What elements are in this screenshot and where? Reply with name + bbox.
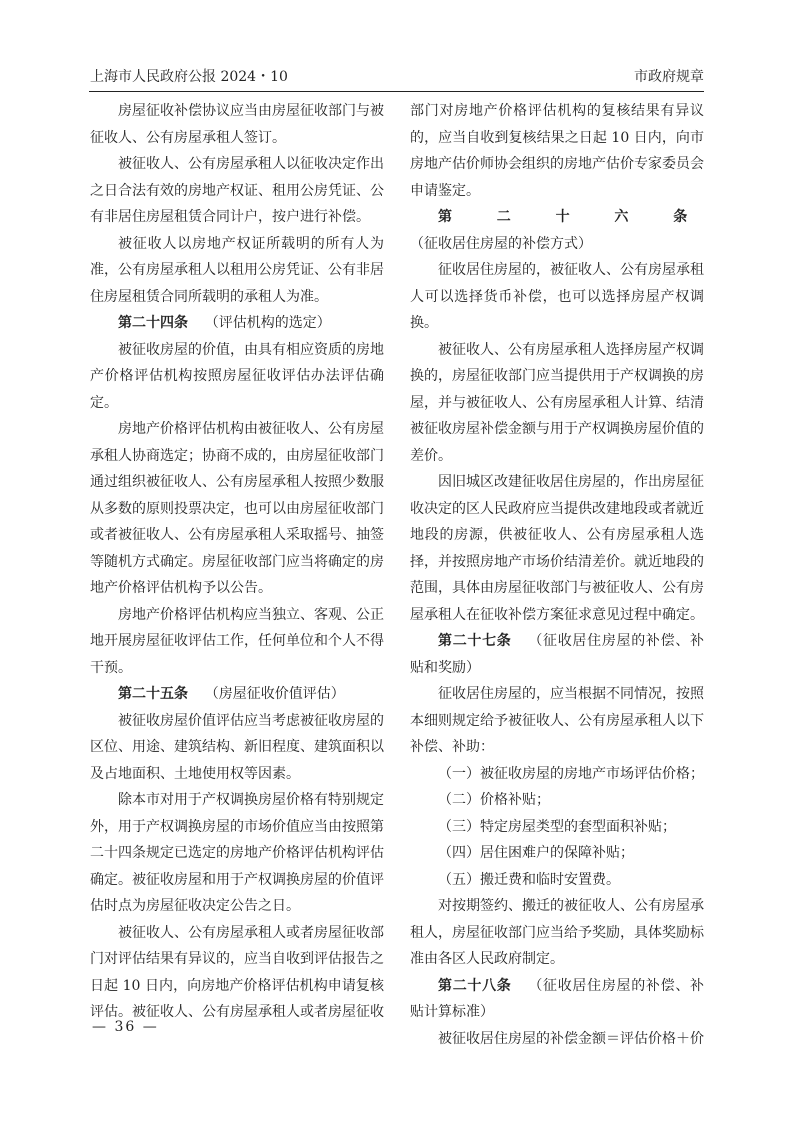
article-number: 第二十五条: [118, 686, 188, 702]
paragraph: 被征收人、公有房屋承租人选择房屋产权调换的，房屋征收部门应当提供用于产权调换的房屋，并与被征收人、公有房屋承租人计算、结清被征收房屋补偿金额与用于产权调换房屋价值的差价。: [410, 341, 704, 464]
paragraph: 部门对房地产价格评估机构的复核结果有异议的，应当自收到复核结果之日起 10 日内，向市房地产估价师协会组织的房地产估价专家委员会申请鉴定。: [410, 103, 704, 199]
paragraph: （二）价格补贴；: [438, 792, 550, 808]
article-number: 第二十七条: [438, 633, 512, 649]
article-heading: [410, 204, 704, 257]
paragraph: 房地产价格评估机构应当独立、客观、公正地开展房屋征收评估工作，任何单位和个人不得干预。: [90, 606, 384, 676]
paragraph: 征收居住房屋的，被征收人、公有房屋承租人可以选择货币补偿，也可以选择房屋产权调换。: [410, 262, 704, 331]
article-heading: [90, 681, 384, 708]
paragraph: 被征收房屋的价值，由具有相应资质的房地产价格评估机构按照房屋征收评估办法评估确定。: [90, 341, 384, 411]
paragraph: 被征收房屋价值评估应当考虑被征收房屋的区位、用途、建筑结构、新旧程度、建筑面积以及占地面积、土地使用权等因素。: [90, 712, 384, 782]
paragraph: 除本市对用于产权调换房屋价格有特别规定外，用于产权调换房屋的市场价值应当由按照第二十四条规定已选定的房地产价格评估机构评估确定。被征收房屋和用于产权调换房屋的价值评估时点为房屋征收决定公告之日。: [90, 792, 384, 914]
article-heading: [410, 973, 704, 1026]
header-rule: [89, 91, 704, 92]
paragraph: 房屋征收补偿协议应当由房屋征收部门与被征收人、公有房屋承租人签订。: [90, 103, 384, 146]
paragraph: 因旧城区改建征收居住房屋的，作出房屋征收决定的区人民政府应当提供改建地段或者就近地段的房源，供被征收人、公有房屋承租人选择，并按照房地产市场价结清差价。就近地段的范围，具体由房屋征收部门与被征收人、公有房屋承租人在征收补偿方案征求意见过程中确定。: [410, 474, 704, 623]
left-column: [90, 98, 384, 1026]
paragraph: 被征收人、公有房屋承租人以征收决定作出之日合法有效的房地产权证、租用公房凭证、公有非居住房屋租赁合同计户，按户进行补偿。: [90, 156, 384, 225]
journal-title: 上海市人民政府公报 2024・10: [90, 69, 288, 85]
article-title: （征收居住房屋的补偿、补贴和奖励）: [410, 633, 705, 676]
article-title: （征收居住房屋的补偿方式）: [410, 235, 592, 252]
article-heading: [90, 310, 384, 337]
article-heading: [410, 628, 704, 681]
article-title: （房屋征收价值评估）: [204, 686, 345, 702]
article-title: （评估机构的选定）: [204, 315, 331, 331]
paragraph: 被征收人以房地产权证所载明的所有人为准，公有房屋承租人以租用公房凭证、公有非居住房屋租赁合同所载明的承租人为准。: [90, 235, 384, 305]
article-number: 第二十八条: [438, 977, 512, 994]
paragraph: （五）搬迁费和临时安置费。: [438, 871, 620, 888]
paragraph: 被征收人、公有房屋承租人或者房屋征收部门对评估结果有异议的，应当自收到评估报告之日起 10 日内，向房地产价格评估机构申请复核评估。被征收人、公有房屋承租人或者房屋征收: [90, 924, 384, 1020]
paragraph: 征收居住房屋的，应当根据不同情况，按照本细则规定给予被征收人、公有房屋承租人以下补偿、补助：: [410, 686, 704, 755]
article-number: 第二十六条: [438, 209, 688, 225]
paragraph: （一）被征收房屋的房地产市场评估价格；: [438, 765, 704, 782]
right-column: [410, 98, 704, 1052]
paragraph: 对按期签约、搬迁的被征收人、公有房屋承租人，房屋征收部门应当给予奖励，具体奖励标准由各区人民政府制定。: [410, 898, 704, 967]
paragraph: 被征收居住房屋的补偿金额＝评估价格＋价: [438, 1030, 704, 1047]
article-number: 第二十四条: [118, 315, 188, 331]
paragraph: （四）居住困难户的保障补贴；: [438, 845, 634, 861]
page-number: — 36 —: [92, 1019, 159, 1035]
section-title: 市政府规章: [634, 69, 704, 85]
paragraph: 房地产价格评估机构由被征收人、公有房屋承租人协商选定；协商不成的，由房屋征收部门通过组织被征收人、公有房屋承租人按照少数服从多数的原则投票决定，也可以由房屋征收部门或者被征收人、公有房屋承租人采取摇号、抽签等随机方式确定。房屋征收部门应当将确定的房地产价格评估机构予以公告。: [90, 421, 384, 596]
article-title: （征收居住房屋的补偿、补贴计算标准）: [410, 977, 705, 1020]
paragraph: （三）特定房屋类型的套型面积补贴；: [438, 818, 676, 835]
